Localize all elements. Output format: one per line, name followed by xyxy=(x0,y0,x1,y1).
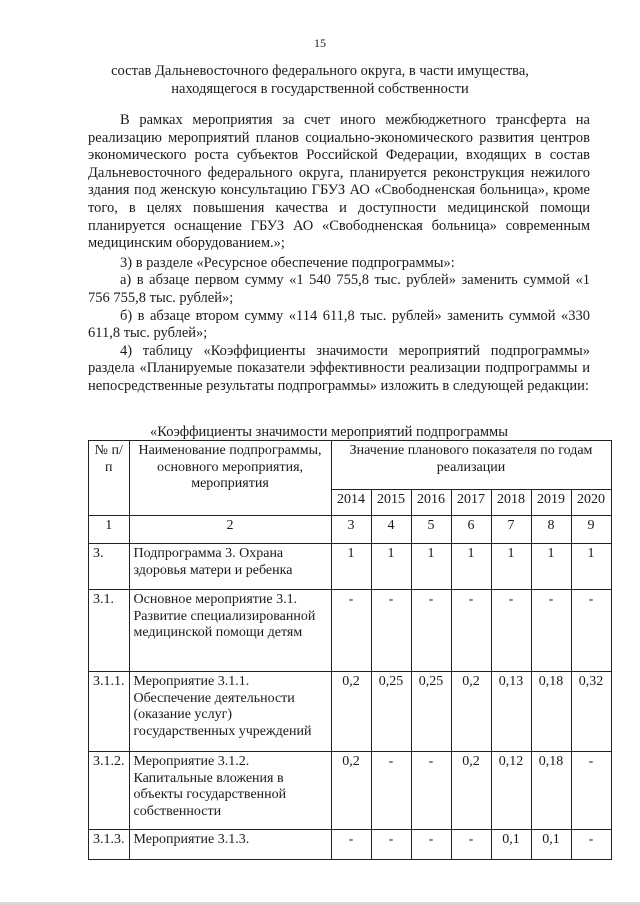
row-value: 0,2 xyxy=(451,672,491,752)
paragraph-item-3a: а) в абзаце первом сумму «1 540 755,8 тыс. рублей» заменить суммой «1 756 755,8 тыс. рублей»; xyxy=(88,272,590,306)
row-number: 3.1. xyxy=(89,590,130,672)
row-value: - xyxy=(371,752,411,830)
row-value: - xyxy=(531,590,571,672)
row-value: - xyxy=(411,830,451,860)
year-cell: 2014 xyxy=(331,490,371,516)
row-value: 0,25 xyxy=(371,672,411,752)
row-value: - xyxy=(451,590,491,672)
row-value: 0,2 xyxy=(331,672,371,752)
section-heading xyxy=(0,62,640,98)
year-cell: 2017 xyxy=(451,490,491,516)
row-number: 3. xyxy=(89,544,130,590)
table-header-row xyxy=(89,441,612,490)
row-value: 0,18 xyxy=(531,752,571,830)
table-row xyxy=(89,830,612,860)
row-value: 1 xyxy=(571,544,611,590)
year-cell: 2020 xyxy=(571,490,611,516)
row-number: 3.1.1. xyxy=(89,672,130,752)
row-value: - xyxy=(571,752,611,830)
row-value: - xyxy=(331,590,371,672)
row-name: Мероприятие 3.1.2. Капитальные вложения в объекты государственной собственности xyxy=(129,752,331,830)
row-number: 3.1.2. xyxy=(89,752,130,830)
row-value: - xyxy=(571,590,611,672)
row-name: Мероприятие 3.1.3. xyxy=(129,830,331,860)
heading-line-2: находящегося в государственной собственности xyxy=(171,81,469,97)
header-name: Наименование подпрограммы, основного мероприятия, мероприятия xyxy=(129,441,331,516)
column-number: 1 xyxy=(89,516,130,544)
row-value: 0,1 xyxy=(531,830,571,860)
row-value: - xyxy=(491,590,531,672)
row-value: - xyxy=(371,830,411,860)
row-value: - xyxy=(371,590,411,672)
header-values-title: Значение планового показателя по годам реализации xyxy=(331,441,611,490)
row-name: Основное мероприятие 3.1. Развитие специализированной медицинской помощи детям xyxy=(129,590,331,672)
row-value: - xyxy=(411,752,451,830)
column-number: 3 xyxy=(331,516,371,544)
row-value: 1 xyxy=(371,544,411,590)
column-number: 4 xyxy=(371,516,411,544)
column-number: 7 xyxy=(491,516,531,544)
page-number: 15 xyxy=(314,36,326,50)
row-value: - xyxy=(571,830,611,860)
row-value: 1 xyxy=(491,544,531,590)
paragraph-item-3: 3) в разделе «Ресурсное обеспечение подпрограммы»: xyxy=(120,254,455,271)
table-caption: «Коэффициенты значимости мероприятий подпрограммы xyxy=(150,424,508,440)
row-value: 1 xyxy=(331,544,371,590)
column-number: 6 xyxy=(451,516,491,544)
row-value: 1 xyxy=(451,544,491,590)
paragraph-measure-description: В рамках мероприятия за счет иного межбюджетного трансферта на реализацию мероприятий планов социально-экономического развития центров экономического роста субъектов Российской Федерации, входящих в состав Дальневосточного федерального округа, планируется реконструкция нежилого здания под женскую консультацию ГБУЗ АО «Свободненская больница», кроме того, в целях повышения качества и доступности медицинской помощи планируется оснащение ГБУЗ АО «Свободненская больница» современным медицинским оборудованием.»; xyxy=(88,112,590,252)
paragraph-item-3b: б) в абзаце втором сумму «114 611,8 тыс. рублей» заменить суммой «330 611,8 тыс. рублей»; xyxy=(88,307,590,342)
column-number: 8 xyxy=(531,516,571,544)
header-number: № п/п xyxy=(89,441,130,516)
row-value: 0,25 xyxy=(411,672,451,752)
row-name: Подпрограмма 3. Охрана здоровья матери и ребенка xyxy=(129,544,331,590)
row-value: 0,2 xyxy=(451,752,491,830)
coefficients-table xyxy=(88,440,612,860)
heading-line-1: состав Дальневосточного федерального округа, в части имущества, xyxy=(111,63,529,79)
column-number: 5 xyxy=(411,516,451,544)
row-value: - xyxy=(411,590,451,672)
table-row xyxy=(89,672,612,752)
body-text xyxy=(88,112,590,396)
table-row xyxy=(89,544,612,590)
year-cell: 2018 xyxy=(491,490,531,516)
paragraph-item-4: 4) таблицу «Коэффициенты значимости мероприятий подпрограммы» раздела «Планируемые показатели эффективности реализации подпрограммы и непосредственные результаты подпрограммы» изложить в следующей редакции: xyxy=(88,342,590,394)
row-name: Мероприятие 3.1.1. Обеспечение деятельности (оказание услуг) государственных учреждений xyxy=(129,672,331,752)
year-cell: 2016 xyxy=(411,490,451,516)
row-value: 0,13 xyxy=(491,672,531,752)
year-cell: 2019 xyxy=(531,490,571,516)
column-number: 2 xyxy=(129,516,331,544)
row-value: 0,2 xyxy=(331,752,371,830)
year-cell: 2015 xyxy=(371,490,411,516)
row-value: 1 xyxy=(411,544,451,590)
row-value: 1 xyxy=(531,544,571,590)
row-value: 0,12 xyxy=(491,752,531,830)
row-value: 0,18 xyxy=(531,672,571,752)
table-row xyxy=(89,752,612,830)
row-number: 3.1.3. xyxy=(89,830,130,860)
row-value: 0,1 xyxy=(491,830,531,860)
row-value: - xyxy=(331,830,371,860)
table-row xyxy=(89,590,612,672)
row-value: - xyxy=(451,830,491,860)
column-number: 9 xyxy=(571,516,611,544)
row-value: 0,32 xyxy=(571,672,611,752)
column-number-row xyxy=(89,516,612,544)
